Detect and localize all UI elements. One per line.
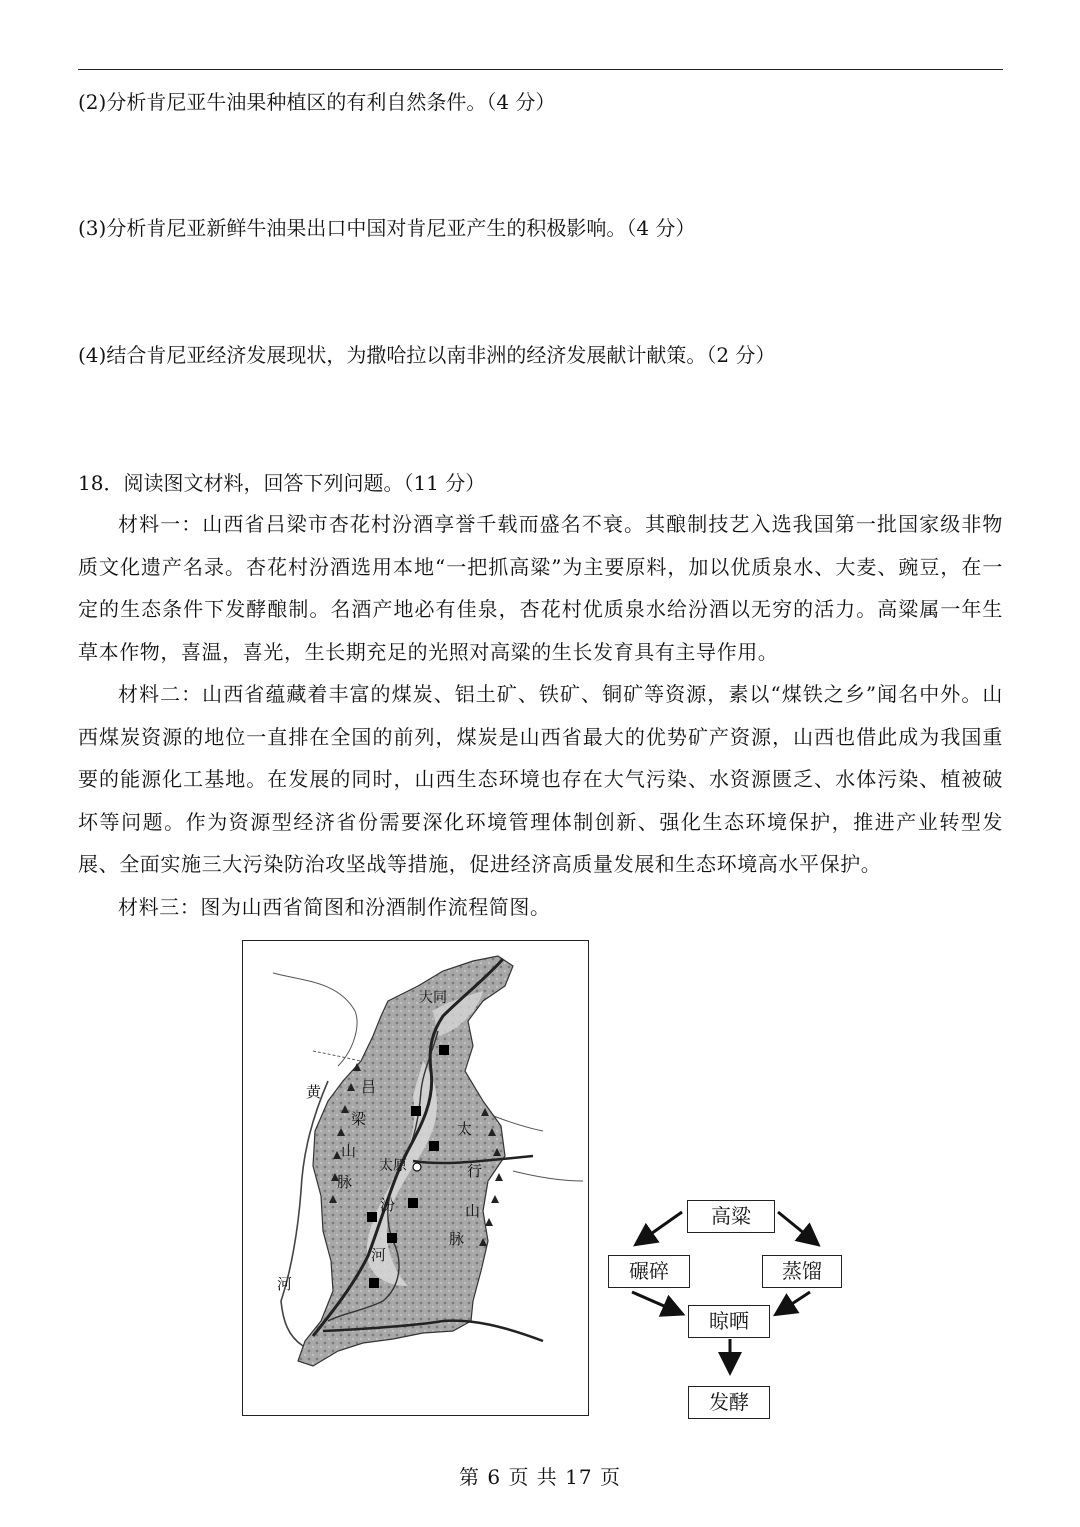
flow-step-ferment: 发酵 [688,1386,770,1419]
label-lvliang-1: 吕 [361,1078,377,1096]
label-taiyuan: 太原 [379,1158,407,1174]
label-fen-river-2: 河 [371,1246,387,1264]
river-east-2 [513,1171,583,1181]
header-rule [78,69,1003,70]
coal-marker [367,1212,377,1222]
material-3: 材料三：图为山西省简图和汾酒制作流程简图。 [118,894,551,919]
label-lvliang-2: 梁 [351,1110,367,1128]
label-yellow-river-2: 河 [277,1275,293,1293]
arrow-left-to-middle [632,1292,680,1313]
shanxi-map [242,940,589,1416]
fenjiu-process-flow [600,1195,860,1425]
question-18: 18．阅读图文材料，回答下列问题。（11 分） [78,471,486,495]
flow-step-distill: 蒸馏 [762,1255,842,1288]
label-lvliang-3: 山 [341,1142,357,1160]
shanxi-map-drawing [243,941,589,1416]
coal-marker [439,1045,449,1055]
coal-marker [387,1233,397,1243]
question-3: (3)分析肯尼亚新鲜牛油果出口中国对肯尼亚产生的积极影响。（4 分） [78,216,696,240]
question-2: (2)分析肯尼亚牛油果种植区的有利自然条件。（4 分） [78,90,556,114]
flow-step-dry: 晾晒 [688,1305,770,1338]
question-4: (4)结合肯尼亚经济发展现状，为撒哈拉以南非洲的经济发展献计献策。（2 分） [78,343,776,367]
label-yellow-river-1: 黄 [306,1083,322,1101]
coal-marker [411,1106,421,1116]
label-lvliang-4: 脉 [337,1173,353,1191]
arrow-top-to-right [778,1212,816,1243]
taiyuan-city-symbol [413,1163,421,1171]
outer-border-line [273,973,357,1066]
material-block [78,503,1003,928]
material-2: 材料二：山西省蕴藏着丰富的煤炭、铝土矿、铁矿、铜矿等资源，素以“煤铁之乡”闻名中外。山西煤炭资源的地位一直排在全国的前列，煤炭是山西省最大的优势矿产资源，山西也借此成为我国重要的能源化工基地。在发展的同时，山西生态环境也存在大气污染、水资源匮乏、水体污染、植被破坏等问题。作为资源型经济省份需要深化环境管理体制创新、强化生态环境保护，推进产业转型发展、全面实施三大污染防治攻坚战等措施，促进经济高质量发展和生态环境高水平保护。 [78,682,1003,876]
label-datong: 大同 [419,990,447,1006]
label-taihang-2: 行 [467,1162,483,1180]
coal-marker [429,1141,439,1151]
arrow-right-to-middle [778,1292,810,1313]
page-footer: 第 6 页 共 17 页 [459,1465,621,1489]
label-taihang-3: 山 [465,1202,481,1220]
material-1: 材料一：山西省吕梁市杏花村汾酒享誉千载而盛名不衰。其酿制技艺入选我国第一批国家级非物质文化遗产名录。杏花村汾酒选用本地“一把抓高粱”为主要原料，加以优质泉水、大麦、豌豆，在一定的生态条件下发酵酿制。名酒产地必有佳泉，杏花村优质泉水给汾酒以无穷的活力。高粱属一年生草本作物，喜温，喜光，生长期充足的光照对高粱的生长发育具有主导作用。 [78,512,1003,664]
flow-step-crush: 碾碎 [608,1255,690,1288]
coal-marker [369,1278,379,1288]
arrow-top-to-left [638,1212,682,1243]
flow-step-sorghum: 高粱 [687,1200,775,1233]
coal-marker [408,1198,418,1208]
label-fen-river-1: 汾 [380,1196,396,1214]
label-taihang-1: 太 [457,1120,473,1138]
label-taihang-4: 脉 [449,1230,465,1248]
